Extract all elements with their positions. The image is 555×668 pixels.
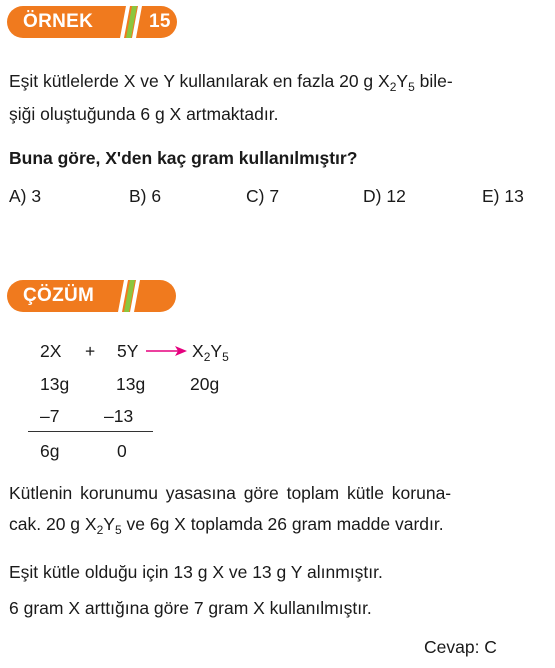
stripes-icon — [118, 280, 140, 312]
subscript: 2 — [203, 350, 211, 364]
explanation-text: Y — [103, 514, 115, 534]
explanation-text: ve 6g X toplamda 26 gram madde vardır. — [121, 514, 444, 534]
result-x: 6g — [40, 441, 60, 461]
option-letter: B) — [129, 186, 147, 206]
option-e[interactable] — [482, 185, 524, 207]
subscript: 2 — [96, 523, 104, 537]
reactant-2: 5Y — [117, 341, 139, 361]
subscript: 5 — [222, 350, 229, 364]
option-value: 7 — [269, 186, 280, 206]
question-text: Eşit kütlelerde X ve Y kullanılarak en fazla 20 g X — [9, 71, 390, 91]
question-line-2: şiği oluştuğunda 6 g X artmaktadır. — [9, 104, 279, 124]
option-letter: E) — [482, 186, 500, 206]
explanation-p1-line1: Kütlenin korunumu yasasına göre toplam kütle koruna- — [9, 483, 452, 503]
result-y: 0 — [117, 441, 127, 461]
subtraction-line — [28, 431, 153, 432]
explanation-p1-line2 — [9, 513, 444, 535]
reaction-arrow-icon — [146, 344, 188, 358]
question-prompt: Buna göre, X'den kaç gram kullanılmıştır? — [9, 148, 358, 168]
example-badge-label: ÖRNEK — [23, 11, 94, 32]
plus-sign: + — [85, 341, 96, 361]
subscript: 2 — [389, 80, 397, 94]
question-text: bile- — [414, 71, 453, 91]
option-value: 13 — [504, 186, 524, 206]
question-text: Y — [396, 71, 409, 91]
option-a[interactable] — [9, 185, 41, 207]
question-line-1 — [9, 70, 453, 92]
option-value: 3 — [31, 186, 42, 206]
option-d[interactable] — [363, 185, 406, 207]
solution-badge — [7, 280, 176, 312]
initial-x: 13g — [40, 374, 70, 394]
option-letter: C) — [246, 186, 265, 206]
product — [192, 340, 229, 362]
example-badge — [7, 6, 177, 38]
option-letter: A) — [9, 186, 27, 206]
explanation-text: cak. 20 g X — [9, 514, 97, 534]
option-value: 6 — [151, 186, 162, 206]
option-letter: D) — [363, 186, 382, 206]
option-b[interactable] — [129, 185, 161, 207]
answer-text: Cevap: C — [424, 637, 497, 657]
example-number: 15 — [149, 11, 171, 32]
option-c[interactable] — [246, 185, 279, 207]
initial-product: 20g — [190, 374, 220, 394]
initial-y: 13g — [116, 374, 146, 394]
product-text: X — [192, 341, 204, 361]
change-x: –7 — [40, 406, 60, 426]
product-text: Y — [210, 341, 223, 361]
reactant-1: 2X — [40, 341, 62, 361]
subscript: 5 — [114, 523, 122, 537]
subscript: 5 — [408, 80, 415, 94]
option-value: 12 — [386, 186, 406, 206]
change-y: –13 — [104, 406, 134, 426]
explanation-p3: 6 gram X arttığına göre 7 gram X kullanılmıştır. — [9, 598, 372, 618]
solution-badge-label: ÇÖZÜM — [23, 285, 95, 306]
stripes-icon — [120, 6, 142, 38]
explanation-p2: Eşit kütle olduğu için 13 g X ve 13 g Y alınmıştır. — [9, 562, 383, 582]
